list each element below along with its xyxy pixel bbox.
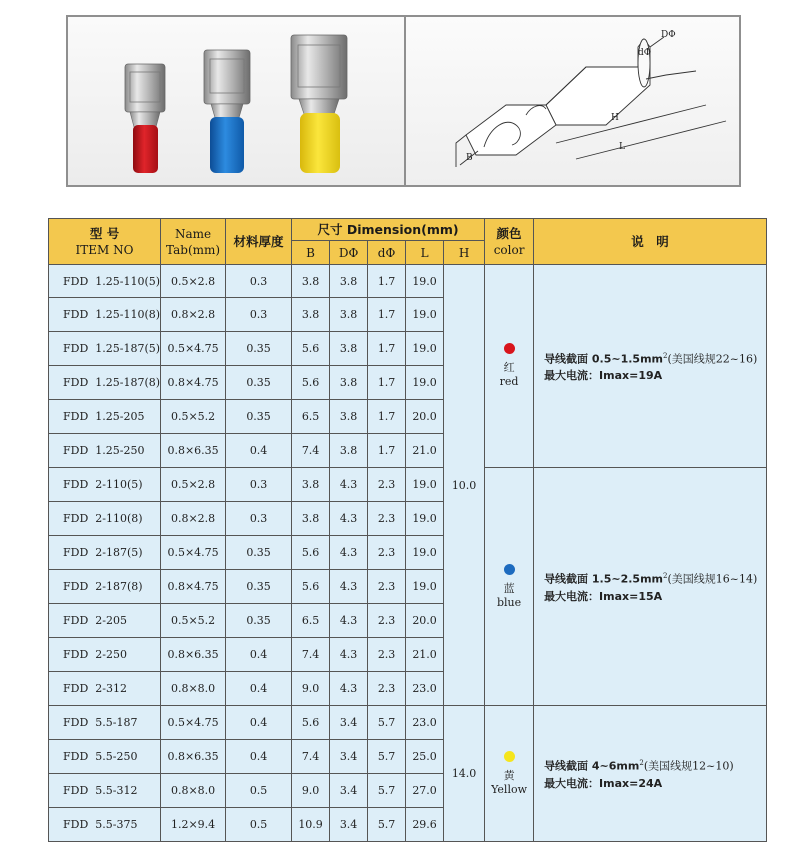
b-cell: 5.6: [292, 570, 330, 604]
item-cell: FDD 1.25-187(8): [49, 366, 161, 400]
d-outer-cell: 3.4: [330, 774, 368, 808]
color-dot-icon: [504, 343, 515, 354]
item-cell: FDD 2-110(5): [49, 468, 161, 502]
wire-range-text: [544, 568, 766, 588]
terminal-dimension-drawing: [406, 17, 741, 185]
b-cell: 7.4: [292, 638, 330, 672]
d-inner-cell: 2.3: [368, 468, 406, 502]
b-cell: 10.9: [292, 808, 330, 842]
b-cell: 3.8: [292, 502, 330, 536]
tab-cell: 0.5×4.75: [161, 536, 226, 570]
d-outer-cell: 3.8: [330, 400, 368, 434]
item-cell: FDD 2-250: [49, 638, 161, 672]
l-cell: 27.0: [406, 774, 444, 808]
item-cell: FDD 2-187(5): [49, 536, 161, 570]
d-outer-cell: 3.8: [330, 434, 368, 468]
d-outer-cell: 3.4: [330, 706, 368, 740]
d-inner-cell: 1.7: [368, 434, 406, 468]
thickness-cell: 0.35: [226, 400, 292, 434]
l-cell: 19.0: [406, 570, 444, 604]
color-cell: [485, 468, 534, 706]
b-cell: 6.5: [292, 400, 330, 434]
b-cell: 3.8: [292, 298, 330, 332]
label-H: H: [611, 113, 619, 123]
label-B: B: [466, 153, 473, 163]
l-cell: 23.0: [406, 706, 444, 740]
thickness-cell: 0.35: [226, 332, 292, 366]
color-name-zh: 黄: [503, 768, 515, 782]
tab-cell: 0.5×4.75: [161, 332, 226, 366]
thickness-cell: 0.4: [226, 638, 292, 672]
table-row: [49, 468, 767, 502]
b-cell: 9.0: [292, 774, 330, 808]
d-inner-cell: 2.3: [368, 638, 406, 672]
d-inner-cell: 2.3: [368, 536, 406, 570]
d-inner-cell: 5.7: [368, 706, 406, 740]
header-color: 颜色 color: [485, 219, 534, 265]
wire-range-sup: 2: [663, 572, 668, 581]
thickness-cell: 0.3: [226, 468, 292, 502]
d-inner-cell: 1.7: [368, 298, 406, 332]
label-d-inner: dΦ: [638, 48, 652, 58]
item-cell: FDD 2-205: [49, 604, 161, 638]
wire-range-text: [544, 755, 766, 775]
d-outer-cell: 3.8: [330, 332, 368, 366]
thickness-cell: 0.3: [226, 265, 292, 298]
header-thickness: 材料厚度: [226, 219, 292, 265]
l-cell: 20.0: [406, 604, 444, 638]
table-row: [49, 706, 767, 740]
header-d-inner: dΦ: [368, 241, 406, 265]
product-photo: [68, 17, 406, 185]
header-item: 型 号 ITEM NO: [49, 219, 161, 265]
thickness-cell: 0.3: [226, 502, 292, 536]
item-cell: FDD 5.5-312: [49, 774, 161, 808]
color-name-en: red: [499, 375, 519, 388]
l-cell: 25.0: [406, 740, 444, 774]
yellow-terminal: [291, 35, 347, 173]
tab-cell: 0.8×8.0: [161, 774, 226, 808]
color-name-en: blue: [496, 595, 522, 609]
d-outer-cell: 4.3: [330, 604, 368, 638]
thickness-cell: 0.35: [226, 570, 292, 604]
h-cell: 10.0: [444, 265, 485, 706]
thickness-cell: 0.5: [226, 774, 292, 808]
thickness-cell: 0.35: [226, 366, 292, 400]
red-terminal: [125, 64, 165, 173]
item-cell: FDD 1.25-187(5): [49, 332, 161, 366]
d-inner-cell: 1.7: [368, 265, 406, 298]
b-cell: 5.6: [292, 536, 330, 570]
wire-range-post: (美国线规16~14): [667, 572, 758, 586]
d-outer-cell: 4.3: [330, 468, 368, 502]
wire-range-post: (美国线规22~16): [667, 352, 758, 366]
d-outer-cell: 3.8: [330, 265, 368, 298]
item-cell: FDD 1.25-205: [49, 400, 161, 434]
d-outer-cell: 3.8: [330, 366, 368, 400]
product-figure: [66, 15, 741, 187]
thickness-cell: 0.5: [226, 808, 292, 842]
d-inner-cell: 5.7: [368, 740, 406, 774]
d-inner-cell: 2.3: [368, 604, 406, 638]
b-cell: 7.4: [292, 434, 330, 468]
d-outer-cell: 4.3: [330, 638, 368, 672]
d-inner-cell: 1.7: [368, 332, 406, 366]
l-cell: 19.0: [406, 468, 444, 502]
wire-range-pre: 导线截面 0.5~1.5mm: [544, 352, 664, 366]
b-cell: 6.5: [292, 604, 330, 638]
d-inner-cell: 1.7: [368, 366, 406, 400]
wire-range-sup: 2: [639, 759, 644, 768]
h-cell: 14.0: [444, 706, 485, 842]
item-cell: FDD 2-312: [49, 672, 161, 706]
color-name-zh: 红: [503, 361, 515, 374]
d-inner-cell: 5.7: [368, 774, 406, 808]
wire-range-post: (美国线规12~10): [643, 759, 734, 773]
item-cell: FDD 1.25-250: [49, 434, 161, 468]
item-cell: FDD 1.25-110(5): [49, 265, 161, 298]
tab-cell: 0.8×4.75: [161, 570, 226, 604]
spec-table: [48, 218, 767, 842]
d-outer-cell: 4.3: [330, 536, 368, 570]
header-l: L: [406, 241, 444, 265]
description-cell: [534, 468, 767, 706]
l-cell: 19.0: [406, 366, 444, 400]
d-inner-cell: 2.3: [368, 570, 406, 604]
color-dot-icon: [504, 564, 515, 575]
l-cell: 19.0: [406, 298, 444, 332]
tab-cell: 0.8×8.0: [161, 672, 226, 706]
d-outer-cell: 3.4: [330, 808, 368, 842]
thickness-cell: 0.35: [226, 604, 292, 638]
item-cell: FDD 5.5-250: [49, 740, 161, 774]
tab-cell: 0.5×5.2: [161, 400, 226, 434]
item-cell: FDD 5.5-375: [49, 808, 161, 842]
tab-cell: 0.8×6.35: [161, 434, 226, 468]
tab-cell: 0.5×2.8: [161, 265, 226, 298]
spec-table-body: [49, 265, 767, 842]
wire-range-pre: 导线截面 1.5~2.5mm: [544, 572, 664, 586]
d-outer-cell: 4.3: [330, 672, 368, 706]
header-description: 说 明: [534, 219, 767, 265]
l-cell: 23.0: [406, 672, 444, 706]
item-cell: FDD 1.25-110(8): [49, 298, 161, 332]
l-cell: 29.6: [406, 808, 444, 842]
l-cell: 19.0: [406, 265, 444, 298]
d-outer-cell: 4.3: [330, 502, 368, 536]
b-cell: 5.6: [292, 366, 330, 400]
item-cell: FDD 2-187(8): [49, 570, 161, 604]
wire-range-pre: 导线截面 4~6mm: [544, 759, 640, 773]
l-cell: 21.0: [406, 638, 444, 672]
thickness-cell: 0.35: [226, 536, 292, 570]
d-outer-cell: 3.4: [330, 740, 368, 774]
dimension-diagram: [406, 17, 739, 185]
label-L: L: [619, 142, 625, 152]
color-name-en: Yellow: [491, 782, 527, 796]
d-inner-cell: 1.7: [368, 400, 406, 434]
color-name-zh: 蓝: [503, 581, 515, 595]
wire-range-sup: 2: [663, 351, 668, 360]
color-cell: [485, 265, 534, 468]
table-row: [49, 265, 767, 298]
item-cell: FDD 5.5-187: [49, 706, 161, 740]
b-cell: 3.8: [292, 265, 330, 298]
tab-cell: 0.8×6.35: [161, 638, 226, 672]
wire-range-text: [544, 348, 766, 368]
max-current-text: 最大电流：Imax=24A: [544, 776, 663, 790]
max-current-text: 最大电流：Imax=15A: [544, 589, 663, 603]
blue-terminal: [204, 50, 250, 173]
d-inner-cell: 2.3: [368, 502, 406, 536]
header-b: B: [292, 241, 330, 265]
d-inner-cell: 2.3: [368, 672, 406, 706]
tab-cell: 0.8×4.75: [161, 366, 226, 400]
item-cell: FDD 2-110(8): [49, 502, 161, 536]
l-cell: 19.0: [406, 502, 444, 536]
b-cell: 7.4: [292, 740, 330, 774]
b-cell: 9.0: [292, 672, 330, 706]
thickness-cell: 0.4: [226, 672, 292, 706]
color-dot-icon: [504, 751, 515, 762]
tab-cell: 0.8×2.8: [161, 502, 226, 536]
color-cell: [485, 706, 534, 842]
thickness-cell: 0.3: [226, 298, 292, 332]
d-inner-cell: 5.7: [368, 808, 406, 842]
tab-cell: 1.2×9.4: [161, 808, 226, 842]
tab-cell: 0.5×2.8: [161, 468, 226, 502]
l-cell: 19.0: [406, 536, 444, 570]
header-dimension: 尺寸 Dimension(mm): [292, 219, 485, 241]
header-h: H: [444, 241, 485, 265]
terminal-photo-image: [68, 17, 404, 185]
tab-cell: 0.8×6.35: [161, 740, 226, 774]
thickness-cell: 0.4: [226, 434, 292, 468]
d-outer-cell: 4.3: [330, 570, 368, 604]
l-cell: 21.0: [406, 434, 444, 468]
l-cell: 19.0: [406, 332, 444, 366]
max-current-text: 最大电流：Imax=19A: [544, 369, 663, 383]
description-cell: [534, 706, 767, 842]
description-cell: [534, 265, 767, 468]
d-outer-cell: 3.8: [330, 298, 368, 332]
tab-cell: 0.5×4.75: [161, 706, 226, 740]
thickness-cell: 0.4: [226, 706, 292, 740]
b-cell: 5.6: [292, 332, 330, 366]
header-d-outer: DΦ: [330, 241, 368, 265]
tab-cell: 0.5×5.2: [161, 604, 226, 638]
label-D-outer: DΦ: [661, 30, 676, 40]
b-cell: 5.6: [292, 706, 330, 740]
thickness-cell: 0.4: [226, 740, 292, 774]
b-cell: 3.8: [292, 468, 330, 502]
l-cell: 20.0: [406, 400, 444, 434]
header-name-tab: Name Tab(mm): [161, 219, 226, 265]
tab-cell: 0.8×2.8: [161, 298, 226, 332]
